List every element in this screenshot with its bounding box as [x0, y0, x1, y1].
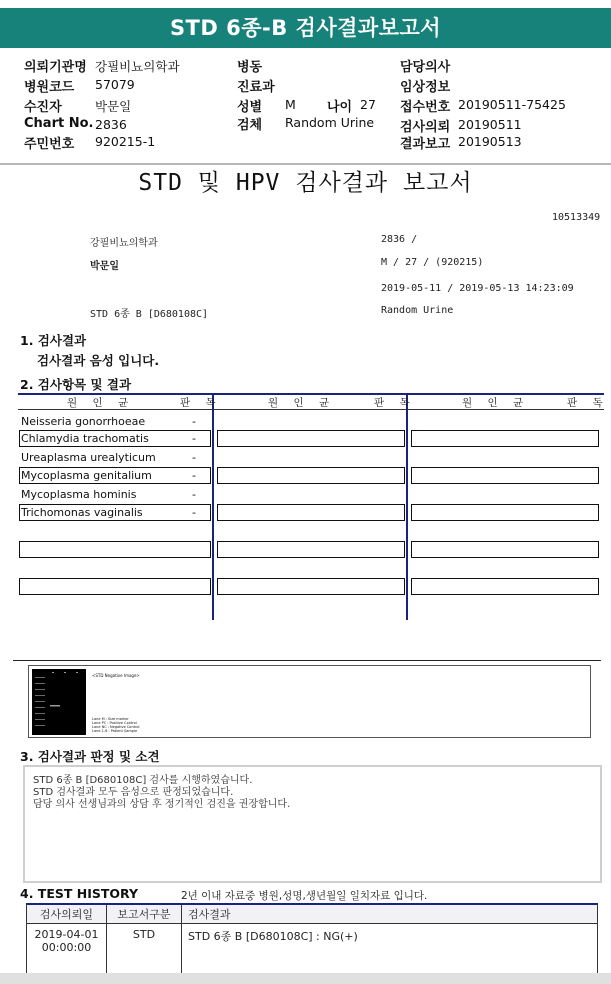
section-3-title: 3. 검사결과 판정 및 소견 [20, 749, 160, 764]
id-label: 주민번호 [24, 137, 75, 152]
code-label: 병원코드 [24, 80, 75, 95]
row-box [19, 541, 211, 558]
organism-result: - [192, 488, 196, 501]
organism-result: - [192, 432, 196, 445]
col-organism-header-2: 원 인 균 [268, 397, 336, 409]
request-label: 검사의뢰 [400, 120, 451, 135]
organism-result: - [192, 506, 196, 519]
row-box [411, 467, 599, 484]
history-type: STD [107, 923, 182, 973]
age-value: 27 [360, 97, 376, 112]
doctor-label: 담당의사 [400, 60, 451, 75]
patient-label: 수진자 [24, 100, 62, 115]
dept-label: 진료과 [237, 80, 275, 95]
document-title: STD 및 HPV 검사결과 보고서 [138, 170, 473, 196]
col-result-header-2: 판 독 [374, 397, 416, 409]
history-header-row [27, 904, 598, 923]
page-break-line [13, 660, 601, 661]
organism-name: Mycoplasma genitalium [21, 469, 152, 482]
receipt-value: 20190511-75425 [458, 97, 566, 112]
gel-lanes [32, 669, 86, 735]
history-result: STD 6종 B [D680108C] : NG(+) [182, 923, 598, 973]
report-banner-title: STD 6종-B 검사결과보고서 [0, 8, 611, 48]
institution-label: 의뢰기관명 [24, 60, 87, 75]
report-label: 결과보고 [400, 137, 451, 152]
gel-electrophoresis-image [32, 669, 86, 735]
row-box [411, 430, 599, 447]
col-organism-header-1: 원 인 균 [67, 397, 135, 409]
col-result-header-1: 판 독 [180, 397, 222, 409]
row-box [217, 467, 405, 484]
request-value: 20190511 [458, 117, 522, 132]
organism-name: Trichomonas vaginalis [21, 506, 143, 519]
report-number: 10513349 [552, 212, 601, 223]
clinical-label: 임상정보 [400, 80, 451, 95]
header-divider [0, 163, 611, 165]
report-clinic: 강필비뇨의학과 [90, 238, 158, 249]
specimen-value: Random Urine [285, 115, 375, 130]
row-box [411, 504, 599, 521]
history-note: 2년 이내 자료중 병원,성명,생년월일 일치자료 입니다. [181, 890, 428, 902]
col-result-header-3: 판 독 [567, 397, 609, 409]
opinion-box [23, 765, 602, 883]
sex-label: 성별 [237, 100, 263, 115]
opinion-line: 담당 의사 선생님과의 상담 후 정기적인 검진을 권장합니다. [33, 799, 291, 810]
report-test-name: STD 6종 B [D680108C] [90, 309, 209, 320]
section-1-title: 1. 검사결과 [20, 333, 87, 348]
report-sex-age: M / 27 / (920215) [381, 257, 484, 268]
row-box [217, 541, 405, 558]
row-box [411, 541, 599, 558]
gel-legend-line: Lane PC : Positive Control [92, 721, 137, 725]
organism-name: Chlamydia trachomatis [21, 432, 149, 445]
organism-name: Ureaplasma urealyticum [21, 451, 156, 464]
patient-info-header [0, 52, 611, 163]
history-header-type: 보고서구분 [107, 904, 182, 923]
history-date-cell [27, 923, 107, 973]
code-value: 57079 [95, 77, 135, 92]
organism-name: Mycoplasma hominis [21, 488, 137, 501]
history-time: 00:00:00 [41, 940, 92, 954]
report-specimen: Random Urine [381, 305, 454, 316]
report-dates: 2019-05-11 / 2019-05-13 14:23:09 [381, 283, 574, 294]
history-row [27, 923, 598, 973]
report-value: 20190513 [458, 134, 522, 149]
institution-value: 강필비뇨의학과 [95, 59, 180, 74]
report-patient: 박문일 [90, 261, 119, 272]
ward-label: 병동 [237, 60, 263, 75]
test-history-table [26, 903, 598, 974]
results-grid-divider-1 [212, 393, 214, 620]
result-summary: 검사결과 음성 입니다. [37, 353, 160, 368]
opinion-line: STD 검사결과 모두 음성으로 판정되었습니다. [33, 787, 234, 798]
id-value: 920215-1 [95, 134, 156, 149]
receipt-label: 접수번호 [400, 100, 451, 115]
gel-image-caption: <STD Negative Image> [92, 673, 140, 678]
col-organism-header-3: 원 인 균 [462, 397, 530, 409]
gel-legend-line: Lane M : Size marker [92, 717, 129, 721]
row-box [217, 578, 405, 595]
history-header-result: 검사결과 [182, 904, 598, 923]
chart-value: 2836 [95, 117, 127, 132]
age-label: 나이 [327, 100, 353, 115]
row-box [217, 430, 405, 447]
organism-result: - [192, 415, 196, 428]
gel-legend-line: Lane 1-6 : Patient Sample [92, 729, 138, 733]
row-box [411, 578, 599, 595]
row-box [217, 504, 405, 521]
opinion-line: STD 6종 B [D680108C] 검사를 시행하였습니다. [33, 775, 253, 786]
patient-value: 박문일 [95, 99, 132, 114]
specimen-label: 검체 [237, 118, 263, 133]
sex-value: M [285, 97, 296, 112]
gel-legend-line: Lane NC : Negative Control [92, 725, 140, 729]
report-chart-line: 2836 / [381, 234, 418, 245]
viewer-bottom-edge [0, 973, 611, 984]
history-header-date: 검사의뢰일 [27, 904, 107, 923]
organism-result: - [192, 451, 196, 464]
results-grid-divider-2 [406, 393, 408, 620]
chart-label: Chart No. [24, 116, 94, 131]
section-2-title: 2. 검사항목 및 결과 [20, 377, 132, 392]
row-box [19, 578, 211, 595]
organism-result: - [192, 469, 196, 482]
history-date: 2019-04-01 [34, 927, 99, 941]
section-4-title: 4. TEST HISTORY [20, 886, 139, 901]
organism-name: Neisseria gonorrhoeae [21, 415, 146, 428]
